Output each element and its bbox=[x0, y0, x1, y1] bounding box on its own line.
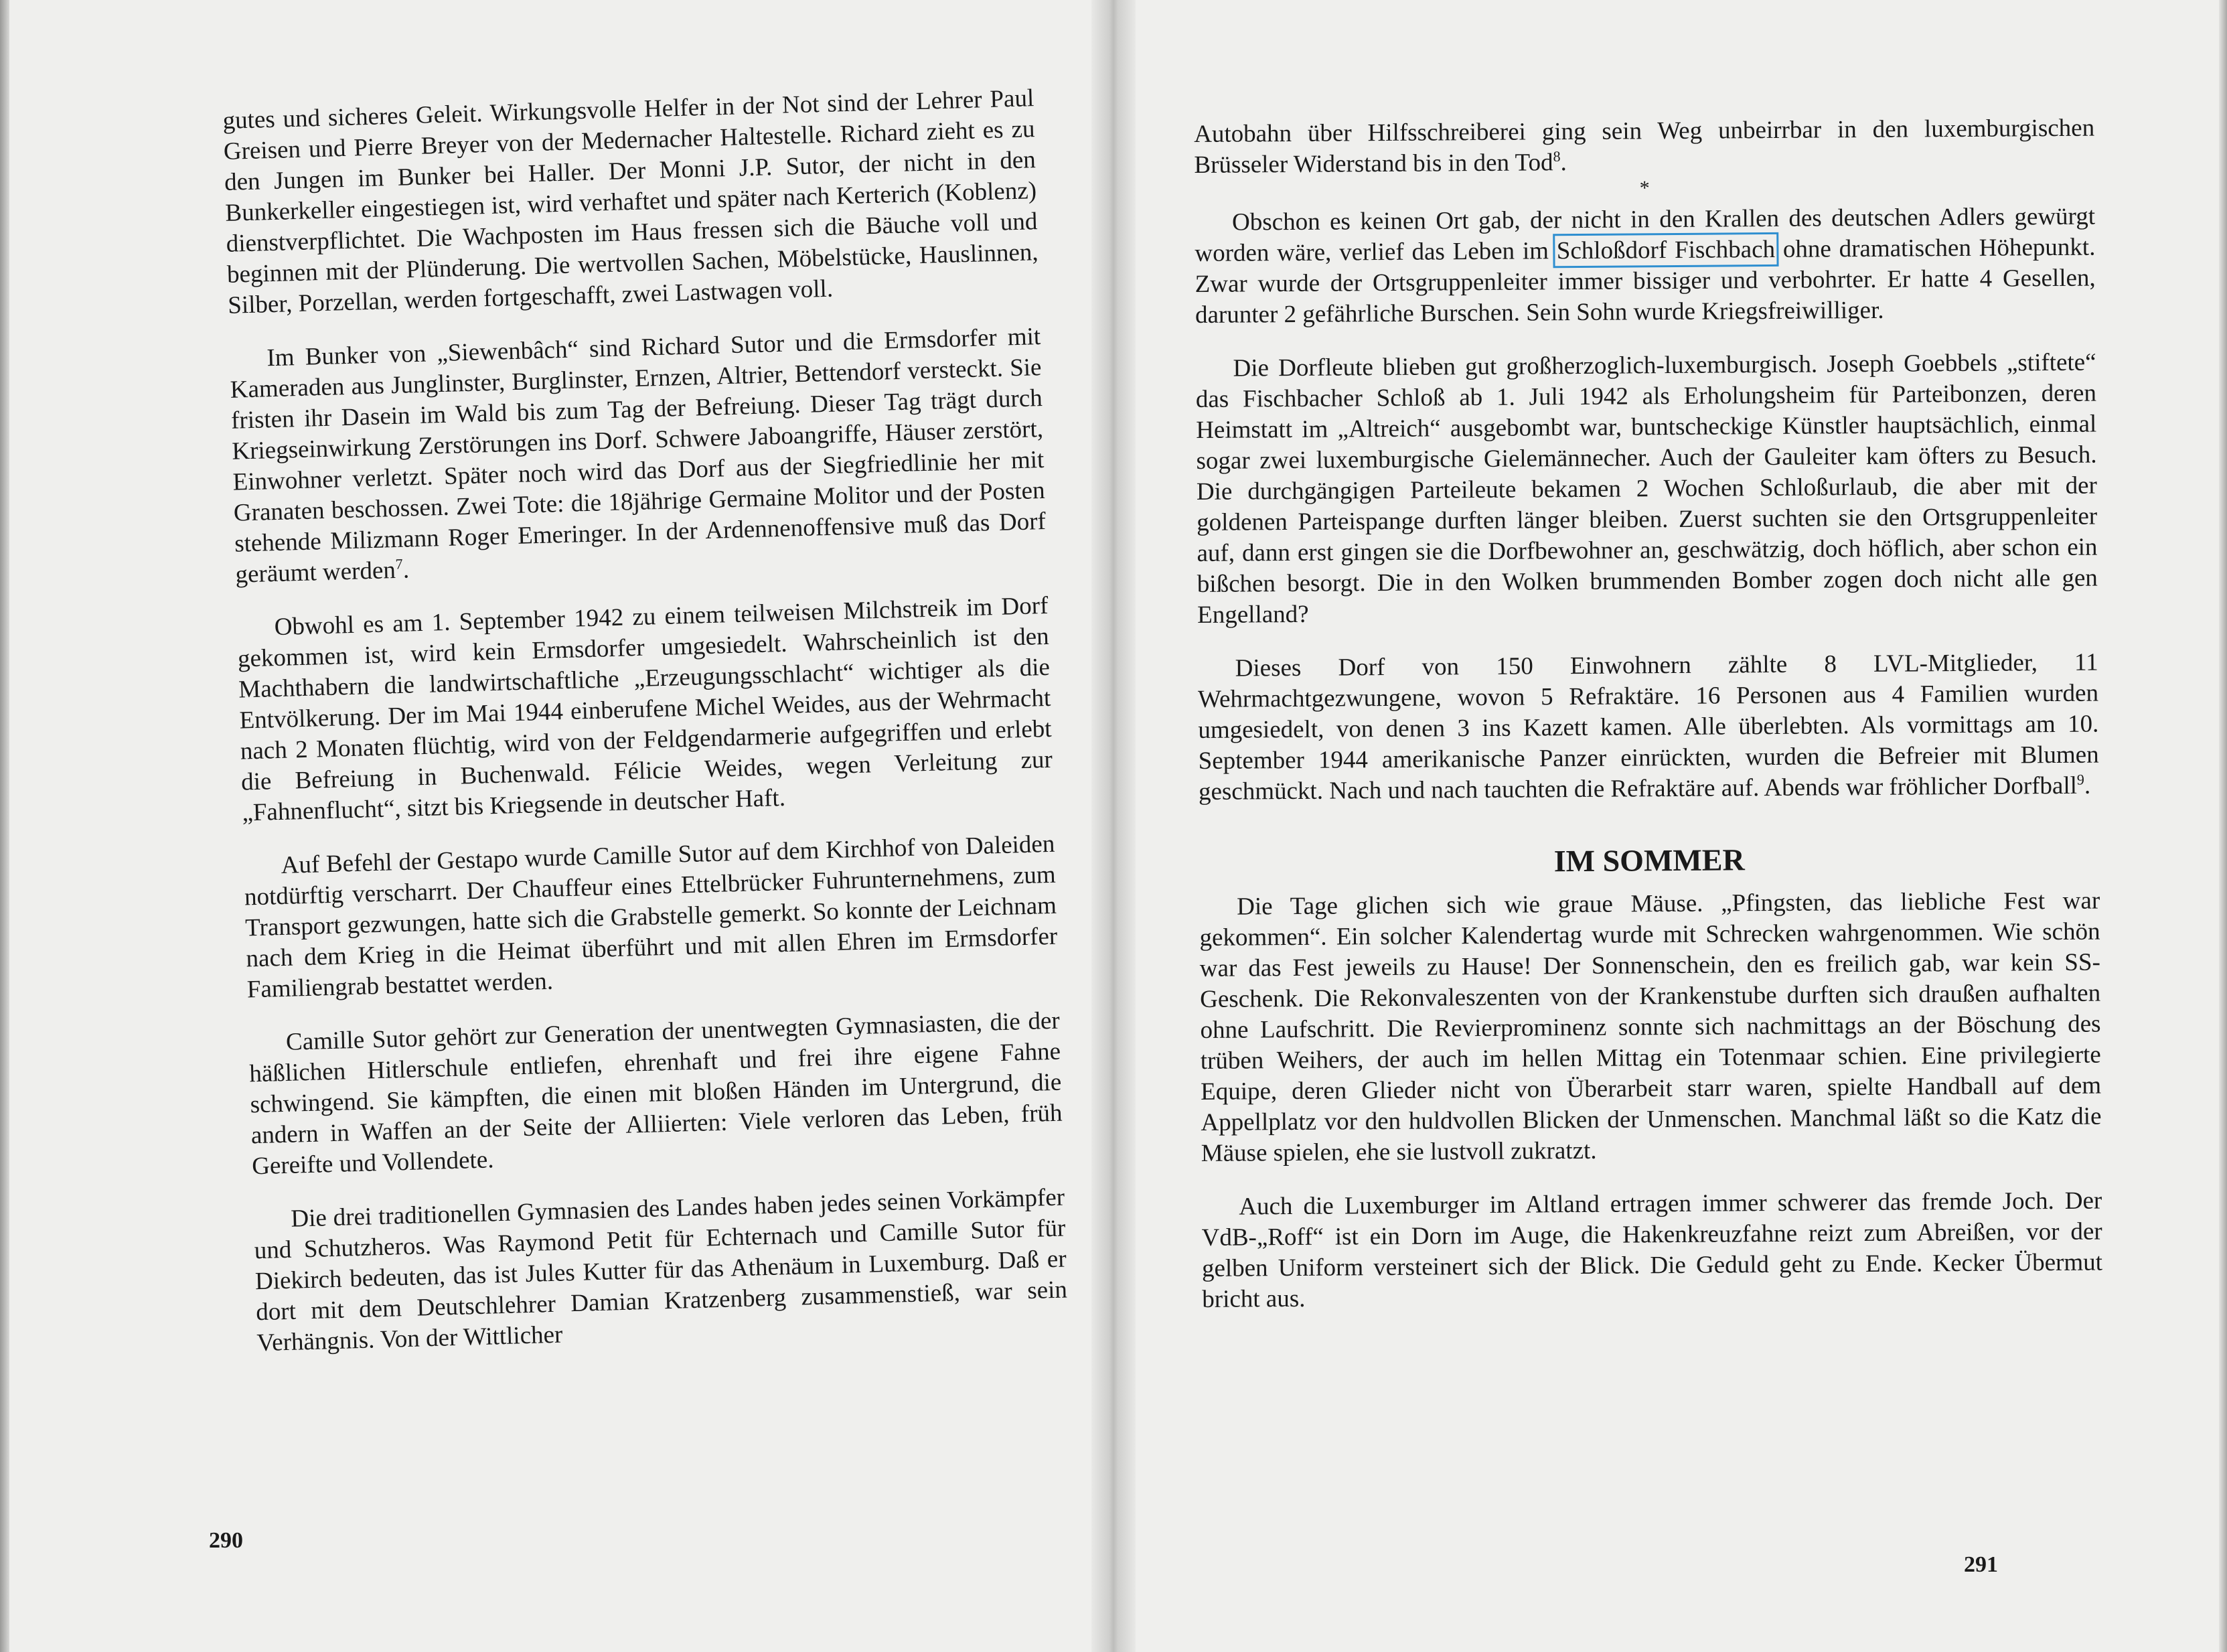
paragraph: Im Bunker von „Siewenbâch“ sind Richard Sutor und die Ermsdorfer mit Kameraden aus Junglinster, Burglinster, Ernzen, Altrier, Bettendorf versteckt. Sie fristen ihr Dasein im Wald bis zum Tag der Befreiung. Dieser Tag trägt durch Kriegseinwirkung Zerstörungen ins Dorf. Schwere Jaboangriffe, Häuser zerstört, Einwohner verletzt. Später noch wird das Dorf aus der Siegfriedlinie her mit Granaten beschossen. Zwei Tote: die 18jährige Germaine Molitor und der Posten stehende Milizmann Roger Emeringer. In der Ardennenoffensive muß das Dorf geräumt werden$^7$. bbox=[230, 323, 1047, 589]
paragraph: Obwohl es am 1. September 1942 zu einem teilweisen Milchstreik im Dorf gekommen ist, wird kein Ermsdorfer umgesiedelt. Wahrscheinlich ist den Machthabern die landwirtschaftliche „Erzeugungsschlacht“ wichtiger als die Entvölkerung. Der im Mai 1944 einberufene Michel Weides, aus der Wehrmacht nach 2 Monaten flüchtig, wird von der Feldgendarmerie aufgegriffen und erlebt die Befreiung in Buchenwald. Félicie Weides, wegen Verleitung zur „Fahnenflucht“, sitzt bis Kriegsende in deutscher Haft. bbox=[237, 591, 1053, 827]
paragraph: Auch die Luxemburger im Altland ertragen immer schwerer das fremde Joch. Der VdB-„Roff“ ist ein Dorn im Auge, die Hakenkreuzfahne reizt zum Abreißen, vor der gelben Uniform versteinert sich der Blick. Die Geduld geht zu Ende. Kecker Übermut bricht aus. bbox=[1201, 1187, 2103, 1313]
paragraph: Die Dorfleute blieben gut großherzoglich-luxemburgisch. Joseph Goebbels „stiftete“ das Fischbacher Schloß ab 1. Juli 1942 als Erholungsheim für Parteibonzen, deren Heimstatt im „Altreich“ ausgebombt war, buntscheckige Künstler hauptsächlich, einmal sogar zwei luxemburgische Gielemännecher. Auch der Gauleiter kam öfters zu Besuch. Die durchgängigen Parteileute bekamen 2 Wochen Schloßurlaub, die aber mit der goldenen Parteispange durften länger bleiben. Zuerst suchten sie den Ortsgruppenleiter auf, dann erst gingen sie die Dorfbewohner an, geschwätzig, doch höflich, aber schon ein bißchen besorgt. Die in den Wolken brummenden Bomber zogen doch nicht alle gen Engelland? bbox=[1195, 348, 2098, 629]
highlighted-phrase[interactable]: Schloßdorf Fischbach bbox=[1556, 235, 1776, 265]
paragraph bbox=[1195, 202, 2096, 331]
paragraph: Auf Befehl der Gestapo wurde Camille Sutor auf dem Kirchhof von Daleiden notdürftig verscharrt. Der Chauffeur eines Ettelbrücker Fuhrunternehmens, zum Transport gezwungen, hatte sich die Grabstelle gemerkt. So konnte der Leichnam nach dem Krieg in die Heimat überführt und mit allen Ehren im Ermsdorfer Familiengrab bestattet werden. bbox=[244, 830, 1058, 1004]
paragraph-text: Dieses Dorf von 150 Einwohnern zählte 8 LVL-Mitglieder, 11 Wehrmachtgezwungene, wovon 5 Refraktäre. 16 Personen aus 4 Familien wurden umgesiedelt, von denen 3 ins Kazett kamen. Alle überlebten. Als vormittags am 10. September 1944 amerikanische Panzer einrückten, wurden die Befreier mit Blumen geschmückt. Nach und nach tauchten die Refraktäre auf. Abends war fröhlicher Dorfball bbox=[1197, 648, 2099, 806]
paragraph: Die Tage glichen sich wie graue Mäuse. „Pfingsten, das liebliche Fest war gekommen“. Ein solcher Kalendertag wurde mit Schrecken wahrgenommen. Wie schön war das Fest jeweils zu Hause! Der Sonnenschein, den es freilich gab, war kein SS-Geschenk. Die Rekonvaleszenten von der Krankenstube durften sich draußen aufhalten ohne Laufschritt. Die Revierprominenz sonnte sich nachmittags an der Böschung des trüben Weihers, der auch im hellen Mittag ein Totenmaar schien. Eine privilegierte Equipe, deren Glieder nicht von Überarbeit starr waren, spielte Handball auf dem Appellplatz vor den huldvollen Blicken der Unmenschen. Manchmal läßt so die Katz die Mäuse spielen, ehe sie lustvoll zukratzt. bbox=[1199, 887, 2102, 1167]
paragraph: Camille Sutor gehört zur Generation der unentwegten Gymnasiasten, die der häßlichen Hitlerschule entliefen, ehrenhaft und frei ihre eigene Fahne schwingend. Sie kämpften, die einen mit bloßen Händen im Untergrund, die andern in Waffen an der Seite der Alliierten: Viele verloren das Leben, früh Gereifte und Vollendete. bbox=[248, 1006, 1063, 1181]
paragraph-text: Obschon es keinen Ort gab, der nicht in den Krallen des deutschen Adlers gewürgt worden wäre, verlief das Leben im bbox=[1195, 202, 2096, 267]
paragraph-text: ohne dramatischen Höhepunkt. Zwar wurde der Ortsgruppenleiter immer bissiger und verbohrter. Er hatte 4 Gesellen, darunter 2 gefährliche Burschen. Sein Sohn wurde Kriegsfreiwilliger. bbox=[1195, 233, 2096, 329]
section-asterisk: * bbox=[1639, 177, 1650, 200]
paragraph-text: Im Bunker von „Siewenbâch“ sind Richard Sutor und die Ermsdorfer mit Kameraden aus Junglinster, Burglinster, Ernzen, Altrier, Bettendorf versteckt. Sie fristen ihr Dasein im Wald bis zum Tag der Befreiung. Dieser Tag trägt durch Kriegseinwirkung Zerstörungen ins Dorf. Schwere Jaboangriffe, Häuser zerstört, Einwohner verletzt. Später noch wird das Dorf aus der Siegfriedlinie her mit Granaten beschossen. Zwei Tote: die 18jährige Germaine Molitor und der Posten stehende Milizmann Roger Emeringer. In der Ardennenoffensive muß das Dorf geräumt werden bbox=[230, 323, 1047, 589]
right-page-text bbox=[1194, 113, 2103, 1338]
paragraph-text: Autobahn über Hilfsschreiberei ging sein Weg unbeirrbar in den luxemburgischen Brüsseler Widerstand bis in den Tod bbox=[1194, 114, 2095, 179]
right-page bbox=[1114, 0, 2227, 1652]
page-edge-shadow bbox=[2219, 0, 2227, 1652]
paragraph: gutes und sicheres Geleit. Wirkungsvolle Helfer in der Not sind der Lehrer Paul Greisen und Pierre Breyer von der Medernacher Haltestelle. Richard zieht es zu den Jungen im Bunker bei Haller. Der Monni J.P. Sutor, der nicht in den Bunkerkeller eingestiegen ist, wird verhaftet und später nach Kerterich (Koblenz) dienstverpflichtet. Die Wachposten im Haus fressen sich die Bäuche voll und beginnen mit der Plünderung. Die wertvollen Sachen, Möbelstücke, Hauslinnen, Silber, Porzellan, werden fortgeschafft, zwei Lastwagen voll. bbox=[222, 84, 1039, 319]
book-gutter bbox=[1091, 0, 1136, 1652]
page-number: 290 bbox=[209, 1528, 243, 1553]
paragraph: Autobahn über Hilfsschreiberei ging sein Weg unbeirrbar in den luxemburgischen Brüsseler Widerstand bis in den Tod$^8$. bbox=[1194, 114, 2095, 179]
footnote-ref: 9 bbox=[2076, 771, 2084, 788]
section-heading: IM SOMMER bbox=[1553, 842, 1745, 879]
page-number: 291 bbox=[1964, 1552, 1998, 1577]
left-page-text bbox=[222, 83, 1069, 1381]
footnote-ref: 7 bbox=[395, 555, 403, 573]
paragraph: Dieses Dorf von 150 Einwohnern zählte 8 LVL-Mitglieder, 11 Wehrmachtgezwungene, wovon 5 Refraktäre. 16 Personen aus 4 Familien wurden umgesiedelt, von denen 3 ins Kazett kamen. Alle überlebten. Als vormittags am 10. September 1944 amerikanische Panzer einrückten, wurden die Befreier mit Blumen geschmückt. Nach und nach tauchten die Refraktäre auf. Abends war fröhlicher Dorfball$^9$. bbox=[1197, 648, 2099, 806]
page-edge-shadow bbox=[0, 0, 9, 1652]
footnote-ref: 8 bbox=[1553, 147, 1561, 165]
paragraph: Die drei traditionellen Gymnasien des Landes haben jedes seinen Vorkämpfer und Schutzheros. Was Raymond Petit für Echternach und Camille Sutor für Diekirch bedeuten, das ist Jules Kutter für das Athenäum in Luxemburg. Daß er dort mit dem Deutschlehrer Damian Kratzenberg zusammenstieß, war sein Verhängnis. Von der Wittlicher bbox=[254, 1183, 1068, 1357]
